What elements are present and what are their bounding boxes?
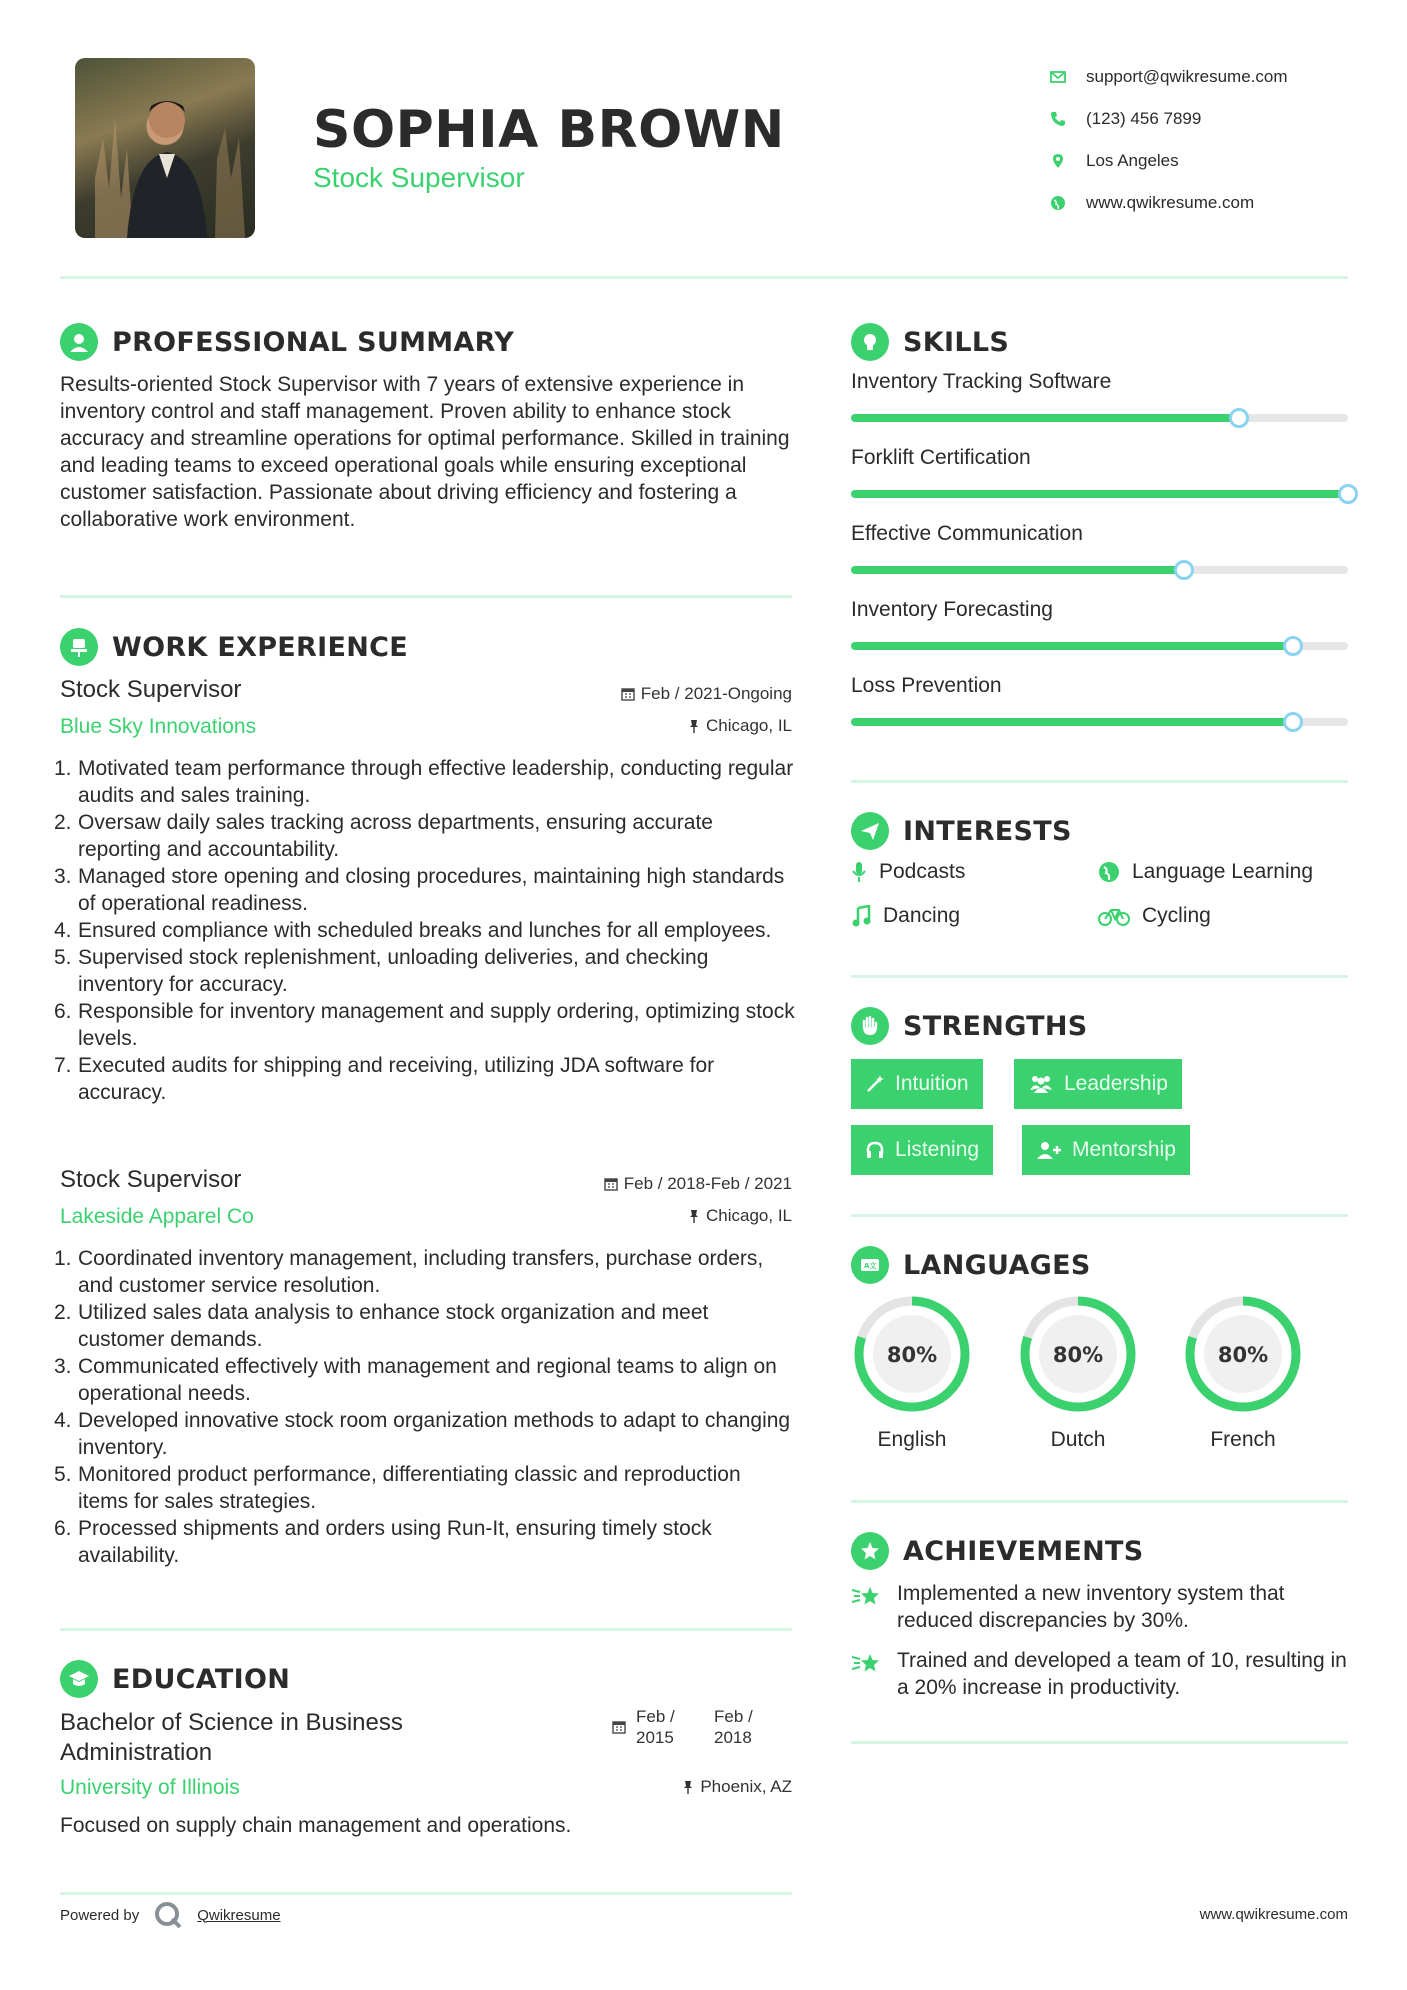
list-item: 1. Coordinated inventory management, including transfers, purchase orders, and customer service resolution. — [54, 1247, 764, 1297]
languages-heading — [851, 1246, 1091, 1284]
interest-label: Dancing — [883, 904, 961, 927]
strength-tag-mentorship — [1022, 1125, 1190, 1175]
skill-bar-fill — [851, 566, 1184, 574]
shooting-star-icon — [851, 1584, 883, 1610]
map-pin-icon — [1050, 153, 1066, 169]
users-icon — [1028, 1074, 1054, 1094]
language-ring — [1016, 1292, 1140, 1416]
skill-bar-fill — [851, 718, 1293, 726]
achievement-item — [851, 1647, 1351, 1701]
skill-name: Loss Prevention — [851, 674, 1002, 697]
svg-text:A文: A文 — [864, 1262, 877, 1270]
education-date-end: Feb / 2018 — [714, 1707, 753, 1747]
footer-powered — [60, 1900, 281, 1930]
globe-icon — [1098, 861, 1120, 883]
strength-tag-leadership — [1014, 1059, 1182, 1109]
job-company: Blue Sky Innovations — [60, 715, 257, 738]
interests-heading — [851, 812, 1072, 850]
strength-label: Mentorship — [1072, 1138, 1176, 1161]
achievement-text: Implemented a new inventory system that reduced discrepancies by 30%. — [897, 1582, 1285, 1632]
list-item: 4. Ensured compliance with scheduled breaks and lunches for all employees. — [54, 919, 772, 942]
contact-phone-text: (123) 456 7899 — [1086, 109, 1202, 128]
user-circle-icon — [60, 323, 98, 361]
job-date — [500, 684, 792, 704]
summary-title: PROFESSIONAL SUMMARY — [112, 326, 515, 358]
job-title: Stock Supervisor — [60, 1166, 242, 1193]
raised-hand-icon — [851, 1007, 889, 1045]
strength-tag-intuition — [851, 1059, 983, 1109]
calendar-icon — [604, 1177, 618, 1191]
strengths-heading — [851, 1007, 1088, 1045]
phone-icon — [1050, 111, 1066, 127]
job-date-text: Feb / 2021-Ongoing — [640, 684, 792, 703]
interest-label: Language Learning — [1132, 860, 1314, 883]
list-item: 3. Managed store opening and closing procedures, maintaining high standards of operational readiness. — [54, 865, 785, 915]
list-item: 4. Developed innovative stock room organization methods to adapt to changing inventory. — [54, 1409, 791, 1459]
achievements-divider — [851, 1741, 1348, 1744]
contact-website-text: www.qwikresume.com — [1086, 193, 1255, 212]
summary-heading — [60, 323, 514, 361]
skill-name: Inventory Forecasting — [851, 598, 1053, 621]
skill-bar-knob — [1283, 712, 1303, 732]
achievement-item — [851, 1580, 1351, 1634]
skill-bar-knob — [1283, 636, 1303, 656]
shooting-star-icon — [851, 1651, 883, 1677]
education-location — [500, 1777, 792, 1797]
language-percent: 80% — [886, 1343, 938, 1367]
list-item: 6. Processed shipments and orders using Run-It, ensuring timely stock availability. — [54, 1517, 712, 1567]
education-title: EDUCATION — [112, 1663, 291, 1695]
job-date-text: Feb / 2018-Feb / 2021 — [623, 1174, 792, 1193]
contact-email[interactable] — [1050, 56, 1380, 98]
languages-divider — [851, 1500, 1348, 1503]
education-degree: Bachelor of Science in Business Administration — [60, 1709, 403, 1766]
interest-label: Cycling — [1142, 904, 1211, 927]
interests-divider — [851, 975, 1348, 978]
person-silhouette — [75, 58, 255, 238]
experience-title: WORK EXPERIENCE — [112, 631, 408, 663]
footer-brand-link[interactable]: Qwikresume — [197, 1906, 281, 1924]
language-ring — [1181, 1292, 1305, 1416]
skill-bar-fill — [851, 414, 1239, 422]
skill-bar-knob — [1174, 560, 1194, 580]
skill-bar-knob — [1338, 484, 1358, 504]
footer-website[interactable]: www.qwikresume.com — [1199, 1906, 1348, 1923]
job-location — [500, 716, 792, 736]
skills-heading — [851, 323, 1009, 361]
skill-bar — [851, 642, 1348, 650]
list-item: 1. Motivated team performance through effective leadership, conducting regular audits and sales training. — [54, 757, 794, 807]
achievement-text: Trained and developed a team of 10, resulting in a 20% increase in productivity. — [897, 1649, 1347, 1699]
language-percent: 80% — [1217, 1343, 1269, 1367]
skills-title: SKILLS — [903, 326, 1010, 358]
skill-bar-fill — [851, 490, 1348, 498]
list-item: 2. Utilized sales data analysis to enhance stock organization and meet customer demands. — [54, 1301, 709, 1351]
skill-bar — [851, 718, 1348, 726]
music-note-icon — [851, 905, 871, 927]
graduate-icon — [60, 1660, 98, 1698]
skill-name: Effective Communication — [851, 522, 1083, 545]
skill-bar — [851, 490, 1348, 498]
strengths-title: STRENGTHS — [903, 1010, 1088, 1042]
headphones-icon — [865, 1140, 885, 1160]
pushpin-icon — [682, 1780, 694, 1794]
briefcase-chair-icon — [60, 628, 98, 666]
achievements-heading — [851, 1532, 1144, 1570]
job-company: Lakeside Apparel Co — [60, 1205, 254, 1228]
summary-text: Results-oriented Stock Supervisor with 7 years of extensive experience in inventory control and staff management. Proven ability to enhance stock accuracy and streamline operations for optimal performance. Skilled in training and leading teams to exceed operational goals while ensuring exceptional customer satisfaction. Passionate about driving efficiency and fostering a collaborative work environment. — [60, 373, 790, 531]
interest-dancing — [851, 904, 960, 928]
microphone-icon — [851, 861, 867, 883]
magic-wand-icon — [865, 1074, 885, 1094]
list-item: 6. Responsible for inventory management and supply ordering, optimizing stock levels. — [54, 1000, 795, 1050]
contact-list — [1050, 56, 1380, 224]
calendar-icon — [612, 1720, 626, 1734]
lightbulb-icon — [851, 323, 889, 361]
skill-name: Inventory Tracking Software — [851, 370, 1112, 393]
candidate-name: SOPHIA BROWN — [313, 100, 785, 160]
strengths-divider — [851, 1214, 1348, 1217]
header-divider — [60, 276, 1348, 279]
job-date — [500, 1174, 792, 1194]
user-plus-icon — [1036, 1140, 1062, 1160]
qwikresume-logo-icon — [153, 1900, 183, 1930]
education-dates — [612, 1706, 764, 1748]
skills-divider — [851, 780, 1348, 783]
list-item: 3. Communicated effectively with management and regional teams to align on operational needs. — [54, 1355, 777, 1405]
language-name: French — [1210, 1428, 1276, 1451]
candidate-title: Stock Supervisor — [313, 162, 525, 193]
education-divider — [60, 1892, 792, 1895]
interests-title: INTERESTS — [903, 815, 1072, 847]
achievements-title: ACHIEVEMENTS — [903, 1535, 1144, 1567]
envelope-icon — [1050, 71, 1066, 83]
interest-cycling — [1098, 904, 1211, 928]
profile-photo — [75, 58, 255, 238]
skill-bar — [851, 566, 1348, 574]
contact-email-text: support@qwikresume.com — [1086, 67, 1288, 86]
skill-bar — [851, 414, 1348, 422]
summary-divider — [60, 595, 792, 598]
globe-icon — [1050, 195, 1066, 211]
star-badge-icon — [851, 1532, 889, 1570]
job-bullets — [54, 755, 795, 1106]
job-title: Stock Supervisor — [60, 676, 242, 703]
job-location-text: Chicago, IL — [706, 1206, 792, 1225]
education-note: Focused on supply chain management and operations. — [60, 1814, 572, 1837]
strength-tag-listening — [851, 1125, 993, 1175]
interest-label: Podcasts — [879, 860, 966, 883]
language-ring — [850, 1292, 974, 1416]
bicycle-icon — [1098, 905, 1130, 927]
experience-heading — [60, 628, 408, 666]
interest-podcasts — [851, 860, 965, 884]
education-heading — [60, 1660, 290, 1698]
list-item: 5. Monitored product performance, differentiating classic and reproduction items for sales strategies. — [54, 1463, 741, 1513]
language-name: English — [877, 1428, 947, 1451]
job-location — [500, 1206, 792, 1226]
contact-phone[interactable] — [1050, 98, 1380, 140]
experience-divider — [60, 1628, 792, 1631]
strength-label: Listening — [895, 1138, 980, 1161]
language-percent: 80% — [1052, 1343, 1104, 1367]
paper-plane-icon — [851, 812, 889, 850]
education-date-start: Feb / 2015 — [636, 1707, 675, 1747]
language-card-icon — [851, 1246, 889, 1284]
footer-powered-label: Powered by — [60, 1906, 140, 1924]
list-item: 7. Executed audits for shipping and receiving, utilizing JDA software for accuracy. — [54, 1054, 715, 1104]
job-bullets — [54, 1245, 795, 1569]
interest-language-learning — [1098, 860, 1313, 884]
education-location-text: Phoenix, AZ — [700, 1777, 792, 1796]
languages-title: LANGUAGES — [903, 1249, 1091, 1281]
strength-label: Intuition — [895, 1072, 969, 1095]
language-name: Dutch — [1050, 1428, 1106, 1451]
list-item: 5. Supervised stock replenishment, unloading deliveries, and checking inventory for accuracy. — [54, 946, 709, 996]
calendar-icon — [621, 687, 635, 701]
strength-label: Leadership — [1064, 1072, 1168, 1095]
skill-bar-knob — [1229, 408, 1249, 428]
skill-name: Forklift Certification — [851, 446, 1031, 469]
pushpin-icon — [688, 1209, 700, 1223]
skill-bar-fill — [851, 642, 1293, 650]
pushpin-icon — [688, 719, 700, 733]
contact-location — [1050, 140, 1380, 182]
contact-website[interactable] — [1050, 182, 1380, 224]
list-item: 2. Oversaw daily sales tracking across departments, ensuring accurate reporting and accountability. — [54, 811, 713, 861]
job-location-text: Chicago, IL — [706, 716, 792, 735]
education-school: University of Illinois — [60, 1776, 240, 1799]
contact-location-text: Los Angeles — [1086, 151, 1179, 170]
